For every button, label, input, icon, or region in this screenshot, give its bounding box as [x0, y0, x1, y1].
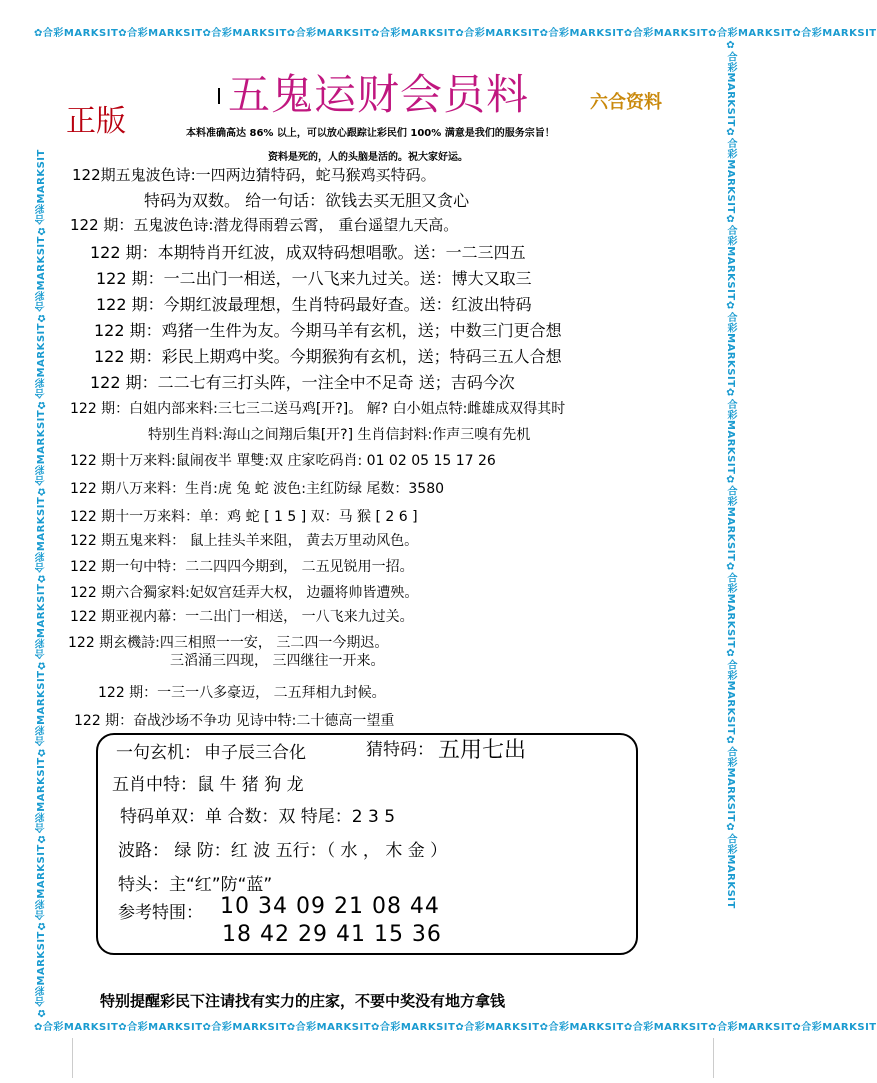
text-line: 122 期：本期特肖开红波，成双特码想唱歌。送：一二三四五 [90, 243, 526, 262]
cai-value: 五用七出 [438, 738, 527, 763]
tagline-luck: 资料是死的，人的头脑是活的。祝大家好运。 [268, 152, 468, 163]
numbers-row-1: 10 34 09 21 08 44 [220, 894, 440, 919]
text-line: 特别生肖料:海山之间翔后集[开?] 生肖信封料:作声三嗅有先机 [148, 427, 531, 443]
text-line: 122 期玄機詩:四三相照一一安， 三二四一今期迟。 [68, 635, 389, 651]
tetou-line: 特头：主“红”防“蓝” [118, 875, 273, 895]
watermark-border-left: ✿合彩MARKSIT✿合彩MARKSIT✿合彩MARKSIT✿合彩MARKSIT✿合彩MARKSIT✿合彩MARKSIT✿合彩MARKSIT✿合彩MARKSIT✿合彩MARKSIT✿合彩MARKSIT [36, 149, 47, 1018]
page-title: 五鬼运财会员料 [228, 70, 530, 119]
text-line: 三滔涌三四现， 三四继往一开来。 [170, 653, 385, 669]
text-line: 122 期：二二七有三打头阵，一注全中不足奇 送；吉码今次 [90, 373, 515, 392]
text-line: 122期五鬼波色诗:一四两边猜特码，蛇马猴鸡买特码。 [72, 166, 436, 184]
tagline-accuracy: 本料准确高达 86% 以上，可以放心跟踪让彩民们 100% 满意是我们的服务宗旨！ [186, 128, 555, 139]
yiju-value: 申子辰三合化 [204, 743, 306, 763]
text-line: 122 期：五鬼波色诗:潜龙得雨碧云霄， 重台遥望九天高。 [70, 216, 459, 234]
text-line: 122 期八万来料：生肖:虎 兔 蛇 波色:主红防绿 尾数：3580 [70, 481, 445, 497]
text-line: 122 期：一三一八多豪迈， 二五拜相九封候。 [98, 685, 386, 701]
watermark-border-right: ✿合彩MARKSIT✿合彩MARKSIT✿合彩MARKSIT✿合彩MARKSIT✿合彩MARKSIT✿合彩MARKSIT✿合彩MARKSIT✿合彩MARKSIT✿合彩MARKSIT✿合彩MARKSIT [725, 40, 736, 909]
zhengban-label: 正版 [66, 104, 126, 139]
cai-label: 猜特码： [366, 740, 434, 760]
text-line: 特码为双数。 给一句话：欲钱去买无胆又贪心 [144, 191, 470, 210]
watermark-border-bottom: ✿合彩MARKSIT✿合彩MARKSIT✿合彩MARKSIT✿合彩MARKSIT✿合彩MARKSIT✿合彩MARKSIT✿合彩MARKSIT✿合彩MARKSIT✿合彩MARKSIT✿合彩MARKSIT [34, 1022, 877, 1033]
text-line: 122 期六合獨家料:妃奴宫廷弄大权， 边疆将帅皆遭殃。 [70, 585, 419, 601]
text-line: 122 期十万来料:鼠闹夜半 單雙:双 庄家吃码肖: 01 02 05 15 17 26 [70, 453, 496, 469]
cankao-label: 参考特围： [118, 903, 203, 923]
text-line: 122 期亚视内幕：一二出门一相送， 一八飞来九过关。 [70, 609, 414, 625]
text-line: 122 期：鸡猪一生件为友。今期马羊有玄机，送；中数三门更合想 [94, 321, 562, 340]
page-edge [72, 1038, 714, 1078]
text-line: 122 期：今期红波最理想，生肖特码最好查。送：红波出特码 [96, 295, 532, 314]
title-cursor-mark [218, 88, 220, 104]
text-line: 122 期：彩民上期鸡中奖。今期猴狗有玄机，送；特码三五人合想 [94, 347, 562, 366]
yiju-label: 一句玄机： [116, 743, 201, 763]
wuxiao-line: 五肖中特：鼠 牛 猪 狗 龙 [112, 775, 304, 795]
footer-reminder: 特别提醒彩民下注请找有实力的庄家，不要中奖没有地方拿钱 [100, 992, 506, 1010]
bolu-line: 波路： 绿 防：红 波 五行：（ 水 ， 木 金 ） [118, 841, 448, 861]
text-line: 122 期：奋战沙场不争功 见诗中特:二十德高一望重 [74, 713, 395, 729]
text-line: 122 期：一二出门一相送，一八飞来九过关。送：博大又取三 [96, 269, 532, 288]
numbers-row-2: 18 42 29 41 15 36 [222, 922, 442, 947]
text-line: 122 期一句中特：二二四四今期到， 二五见锐用一招。 [70, 559, 414, 575]
liuhe-label: 六合资料 [590, 92, 662, 113]
danshuang-line: 特码单双：单 合数：双 特尾：2 3 5 [120, 807, 396, 827]
watermark-border-top: ✿合彩MARKSIT✿合彩MARKSIT✿合彩MARKSIT✿合彩MARKSIT✿合彩MARKSIT✿合彩MARKSIT✿合彩MARKSIT✿合彩MARKSIT✿合彩MARKSIT✿合彩MARKSIT [34, 28, 877, 39]
text-line: 122 期十一万来料：单：鸡 蛇 [ 1 5 ] 双：马 猴 [ 2 6 ] [70, 509, 418, 525]
text-line: 122 期五鬼来料： 鼠上挂头羊来阻， 黄去万里动风色。 [70, 533, 419, 549]
text-line: 122 期：白姐内部来料:三七三二送马鸡[开?]。 解? 白小姐点特:雌雄成双得其时 [70, 401, 566, 417]
